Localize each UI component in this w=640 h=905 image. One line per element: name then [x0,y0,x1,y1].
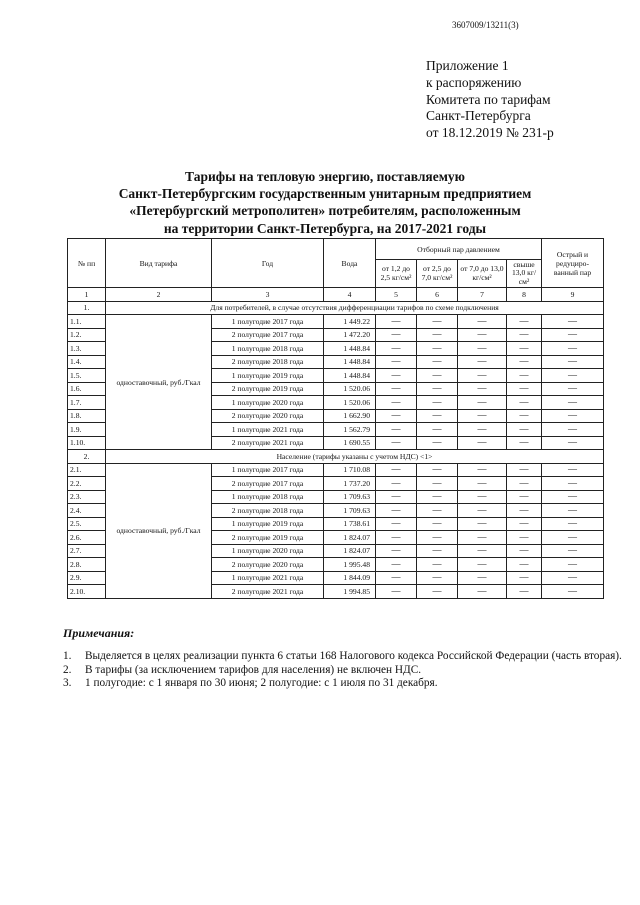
water-tariff-cell: 1 995.48 [324,558,376,572]
no-value-dash: — [376,517,417,531]
water-tariff-cell: 1 520.06 [324,396,376,410]
no-value-dash: — [458,558,507,572]
header-sharp-steam: Острый и редуциро-ванный пар [542,239,604,288]
water-tariff-cell: 1 709.63 [324,490,376,504]
column-number: 6 [417,288,458,302]
no-value-dash: — [542,558,604,572]
period-cell: 2 полугодие 2018 года [212,504,324,518]
header-row [68,239,604,260]
no-value-dash: — [507,423,542,437]
tariff-type-cell: одноставочный, руб./Гкал [106,463,212,598]
no-value-dash: — [417,315,458,329]
no-value-dash: — [507,382,542,396]
period-cell: 1 полугодие 2019 года [212,517,324,531]
no-value-dash: — [417,436,458,450]
no-value-dash: — [376,544,417,558]
water-tariff-cell: 1 448.84 [324,342,376,356]
header-steam-2: от 2,5 до 7,0 кг/см² [417,260,458,288]
no-value-dash: — [417,490,458,504]
period-cell: 2 полугодие 2017 года [212,477,324,491]
header-tariff-type: Вид тарифа [106,239,212,288]
header-water: Вода [324,239,376,288]
no-value-dash: — [376,585,417,599]
document-title [60,168,590,237]
no-value-dash: — [507,463,542,477]
note-item [63,664,623,678]
period-cell: 1 полугодие 2017 года [212,315,324,329]
no-value-dash: — [458,382,507,396]
period-cell: 2 полугодие 2020 года [212,409,324,423]
no-value-dash: — [458,531,507,545]
no-value-dash: — [376,436,417,450]
column-number: 4 [324,288,376,302]
no-value-dash: — [542,531,604,545]
section-title: Для потребителей, в случае отсутствия дифференциации тарифов по схеме подключения [106,301,604,315]
water-tariff-cell: 1 662.90 [324,409,376,423]
water-tariff-cell: 1 472.20 [324,328,376,342]
no-value-dash: — [507,369,542,383]
period-cell: 2 полугодие 2019 года [212,531,324,545]
water-tariff-cell: 1 710.08 [324,463,376,477]
no-value-dash: — [417,544,458,558]
no-value-dash: — [542,504,604,518]
row-number: 1.5. [68,369,106,383]
notes-list [63,650,623,691]
water-tariff-cell: 1 690.55 [324,436,376,450]
no-value-dash: — [542,585,604,599]
column-number: 2 [106,288,212,302]
no-value-dash: — [376,315,417,329]
no-value-dash: — [542,477,604,491]
row-number: 1.2. [68,328,106,342]
no-value-dash: — [458,463,507,477]
row-number: 2.5. [68,517,106,531]
no-value-dash: — [507,328,542,342]
water-tariff-cell: 1 994.85 [324,585,376,599]
no-value-dash: — [458,504,507,518]
title-line: «Петербургский метрополитен» потребителям, расположенным [129,203,521,219]
note-text: Выделяется в целях реализации пункта 6 статьи 168 Налогового кодекса Российской Федерации (часть вторая). [85,650,622,662]
section-number: 1. [68,301,106,315]
header-num: № пп [68,239,106,288]
no-value-dash: — [458,396,507,410]
period-cell: 1 полугодие 2017 года [212,463,324,477]
no-value-dash: — [458,423,507,437]
no-value-dash: — [542,490,604,504]
no-value-dash: — [417,571,458,585]
no-value-dash: — [507,531,542,545]
section-row [68,301,604,315]
no-value-dash: — [542,436,604,450]
row-number: 2.4. [68,504,106,518]
column-number-row [68,288,604,302]
water-tariff-cell: 1 738.61 [324,517,376,531]
appendix-line: Санкт-Петербурга [426,108,531,124]
no-value-dash: — [376,423,417,437]
header-steam-group: Отборный пар давлением [376,239,542,260]
appendix-line: от 18.12.2019 № 231-р [426,125,554,141]
header-year: Год [212,239,324,288]
no-value-dash: — [376,490,417,504]
no-value-dash: — [542,328,604,342]
row-number: 2.3. [68,490,106,504]
no-value-dash: — [542,409,604,423]
row-number: 2.2. [68,477,106,491]
no-value-dash: — [458,571,507,585]
note-item [63,677,623,691]
no-value-dash: — [458,544,507,558]
water-tariff-cell: 1 449.22 [324,315,376,329]
row-number: 2.9. [68,571,106,585]
no-value-dash: — [417,382,458,396]
no-value-dash: — [542,463,604,477]
no-value-dash: — [542,396,604,410]
row-number: 1.8. [68,409,106,423]
no-value-dash: — [542,544,604,558]
period-cell: 1 полугодие 2018 года [212,342,324,356]
title-line: Тарифы на тепловую энергию, поставляемую [185,169,465,184]
water-tariff-cell: 1 520.06 [324,382,376,396]
no-value-dash: — [507,355,542,369]
no-value-dash: — [507,517,542,531]
no-value-dash: — [417,423,458,437]
header-steam-3: от 7,0 до 13,0 кг/см² [458,260,507,288]
no-value-dash: — [376,396,417,410]
period-cell: 1 полугодие 2021 года [212,571,324,585]
period-cell: 2 полугодие 2020 года [212,558,324,572]
water-tariff-cell: 1 824.07 [324,531,376,545]
no-value-dash: — [458,436,507,450]
row-number: 2.6. [68,531,106,545]
period-cell: 1 полугодие 2020 года [212,544,324,558]
no-value-dash: — [542,369,604,383]
no-value-dash: — [376,571,417,585]
note-text: В тарифы (за исключением тарифов для населения) не включен НДС. [85,663,422,676]
section-title: Население (тарифы указаны с учетом НДС) <1> [106,450,604,464]
no-value-dash: — [458,585,507,599]
period-cell: 2 полугодие 2021 года [212,436,324,450]
water-tariff-cell: 1 448.84 [324,369,376,383]
water-tariff-cell: 1 709.63 [324,504,376,518]
no-value-dash: — [507,315,542,329]
column-number: 7 [458,288,507,302]
no-value-dash: — [417,342,458,356]
no-value-dash: — [376,504,417,518]
no-value-dash: — [458,355,507,369]
title-line: на территории Санкт-Петербурга, на 2017-2021 годы [163,220,487,236]
no-value-dash: — [376,355,417,369]
row-number: 2.10. [68,585,106,599]
period-cell: 2 полугодие 2019 года [212,382,324,396]
no-value-dash: — [376,409,417,423]
note-item [63,650,623,664]
no-value-dash: — [542,382,604,396]
note-number: 1. [63,650,72,662]
row-number: 2.1. [68,463,106,477]
no-value-dash: — [376,369,417,383]
no-value-dash: — [458,369,507,383]
appendix-line: Комитета по тарифам [426,91,551,107]
no-value-dash: — [458,477,507,491]
no-value-dash: — [458,342,507,356]
no-value-dash: — [458,328,507,342]
no-value-dash: — [376,463,417,477]
water-tariff-cell: 1 824.07 [324,544,376,558]
no-value-dash: — [376,531,417,545]
row-number: 1.3. [68,342,106,356]
no-value-dash: — [458,490,507,504]
table-row [68,315,604,329]
no-value-dash: — [417,409,458,423]
no-value-dash: — [376,558,417,572]
row-number: 1.10. [68,436,106,450]
no-value-dash: — [417,396,458,410]
row-number: 1.6. [68,382,106,396]
column-number: 3 [212,288,324,302]
water-tariff-cell: 1 737.20 [324,477,376,491]
period-cell: 1 полугодие 2020 года [212,396,324,410]
no-value-dash: — [417,463,458,477]
no-value-dash: — [458,315,507,329]
row-number: 1.4. [68,355,106,369]
no-value-dash: — [507,571,542,585]
notes-title: Примечания: [63,626,135,640]
no-value-dash: — [542,571,604,585]
no-value-dash: — [417,369,458,383]
period-cell: 1 полугодие 2018 года [212,490,324,504]
no-value-dash: — [542,423,604,437]
period-cell: 1 полугодие 2021 года [212,423,324,437]
no-value-dash: — [507,558,542,572]
no-value-dash: — [542,342,604,356]
no-value-dash: — [417,328,458,342]
column-number: 9 [542,288,604,302]
no-value-dash: — [507,409,542,423]
row-number: 1.7. [68,396,106,410]
column-number: 1 [68,288,106,302]
note-text: 1 полугодие: с 1 января по 30 июня; 2 полугодие: с 1 июля по 31 декабря. [85,677,438,690]
no-value-dash: — [507,544,542,558]
period-cell: 2 полугодие 2021 года [212,585,324,599]
period-cell: 2 полугодие 2017 года [212,328,324,342]
period-cell: 1 полугодие 2019 года [212,369,324,383]
no-value-dash: — [507,504,542,518]
note-number: 2. [63,663,72,676]
water-tariff-cell: 1 448.84 [324,355,376,369]
no-value-dash: — [417,531,458,545]
no-value-dash: — [417,504,458,518]
no-value-dash: — [376,328,417,342]
no-value-dash: — [542,355,604,369]
no-value-dash: — [458,517,507,531]
no-value-dash: — [376,382,417,396]
no-value-dash: — [417,517,458,531]
no-value-dash: — [417,355,458,369]
appendix-header [426,58,554,142]
no-value-dash: — [507,490,542,504]
no-value-dash: — [542,517,604,531]
no-value-dash: — [542,315,604,329]
section-row [68,450,604,464]
header-steam-1: от 1,2 до 2,5 кг/см² [376,260,417,288]
row-number: 1.1. [68,315,106,329]
column-number: 8 [507,288,542,302]
no-value-dash: — [507,436,542,450]
no-value-dash: — [507,396,542,410]
table-row [68,463,604,477]
no-value-dash: — [376,477,417,491]
no-value-dash: — [417,477,458,491]
appendix-line: Приложение 1 [426,58,509,73]
document-number: 3607009/13211(3) [452,20,519,30]
title-line: Санкт-Петербургским государственным унитарным предприятием [118,186,532,202]
tariff-table [67,238,604,599]
no-value-dash: — [376,342,417,356]
table-body [68,239,604,599]
no-value-dash: — [507,585,542,599]
water-tariff-cell: 1 844.09 [324,571,376,585]
no-value-dash: — [458,409,507,423]
no-value-dash: — [507,342,542,356]
tariff-type-cell: одноставочный, руб./Гкал [106,315,212,450]
header-steam-4: свыше 13,0 кг/см² [507,260,542,288]
appendix-line: к распоряжению [426,74,522,90]
no-value-dash: — [417,558,458,572]
column-number: 5 [376,288,417,302]
period-cell: 2 полугодие 2018 года [212,355,324,369]
row-number: 1.9. [68,423,106,437]
row-number: 2.8. [68,558,106,572]
no-value-dash: — [507,477,542,491]
water-tariff-cell: 1 562.79 [324,423,376,437]
note-number: 3. [63,677,72,690]
section-number: 2. [68,450,106,464]
row-number: 2.7. [68,544,106,558]
no-value-dash: — [417,585,458,599]
